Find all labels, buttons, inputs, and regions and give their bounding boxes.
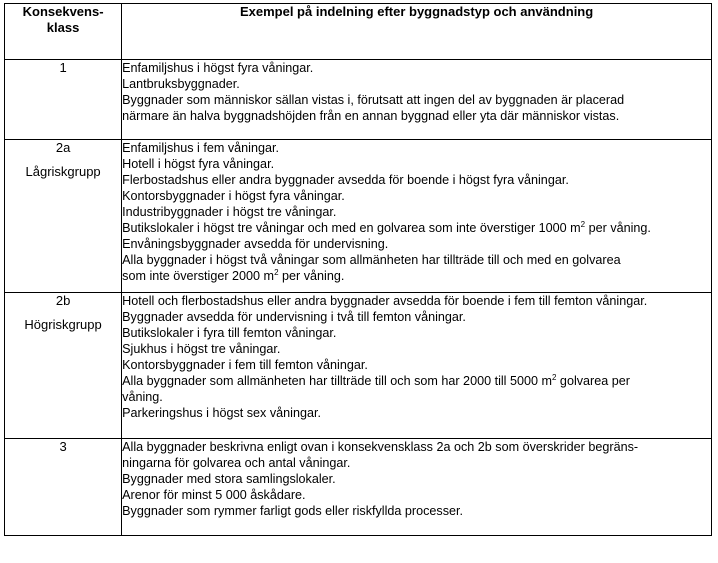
superscript: 2 [274,268,279,277]
example-line: Byggnader som människor sällan vistas i, förutsatt att ingen del av byggnaden är placerad [122,93,625,107]
example-line: Alla byggnader beskrivna enligt ovan i konsekvensklass 2a och 2b som överskrider begräns- [122,440,639,454]
examples-cell [122,293,712,439]
example-line: Enfamiljshus i fem våningar. [122,141,279,155]
risk-group-label: Lågriskgrupp [25,164,101,179]
examples-cell [122,60,712,140]
example-line: Industribyggnader i högst tre våningar. [122,205,337,219]
superscript: 2 [580,220,586,229]
class-cell [5,140,122,293]
table-row [5,439,712,536]
consequence-class-table [4,3,712,536]
superscript: 2 [551,373,557,382]
table-row [5,293,712,439]
examples-cell [122,140,712,293]
example-line: Alla byggnader i högst två våningar som allmänheten har tillträde till och med en golvarea [122,253,621,267]
class-cell [5,60,122,140]
example-line: Envåningsbyggnader avsedda för undervisning. [122,237,389,251]
example-line: Parkeringshus i högst sex våningar. [122,406,321,420]
example-line: Flerbostadshus eller andra byggnader avsedda för boende i högst fyra våningar. [122,173,569,187]
class-label: 3 [59,439,67,454]
example-line: Butikslokaler i högst tre våningar och med en golvarea som inte överstiger 1000 $m^2$ per våning. [122,220,651,235]
header-col1-line-1: Konsekvens- [22,4,104,19]
table-row [5,140,712,293]
example-line: Kontorsbyggnader i fem till femton våningar. [122,358,368,372]
class-label: 1 [59,60,67,75]
example-line: närmare än halva byggnadshöjden från en annan byggnad eller yta där människor vistas. [122,109,620,123]
table-header-row [5,4,712,60]
example-line: Butikslokaler i fyra till femton våningar. [122,326,337,340]
examples-cell [122,439,712,536]
class-cell [5,293,122,439]
table-row [5,60,712,140]
example-line: Byggnader med stora samlingslokaler. [122,472,336,486]
class-cell [5,439,122,536]
example-line: Enfamiljshus i högst fyra våningar. [122,61,314,75]
example-line: Byggnader som rymmer farligt gods eller riskfyllda processer. [122,504,464,518]
example-line: Sjukhus i högst tre våningar. [122,342,281,356]
example-line: som inte överstiger 2000 $m^2$ per våning. [122,268,345,283]
example-line: Kontorsbyggnader i högst fyra våningar. [122,189,345,203]
example-line: ningarna för golvarea och antal våningar. [122,456,351,470]
example-line: Arenor för minst 5 000 åskådare. [122,488,306,502]
class-label: 2a [55,140,71,155]
example-line: våning. [122,390,163,404]
example-line: Hotell i högst fyra våningar. [122,157,275,171]
risk-group-label: Högriskgrupp [24,317,102,332]
example-line: Byggnader avsedda för undervisning i två till femton våningar. [122,310,466,324]
header-consequence-class [5,4,122,60]
header-examples: Exempel på indelning efter byggnadstyp och användning [122,4,712,60]
header-col1-line-2: klass [46,20,80,35]
example-line: Lantbruksbyggnader. [122,77,240,91]
example-line: Alla byggnader som allmänheten har tillträde till och som har 2000 till 5000 $m^2$ golvarea per [122,373,630,388]
class-label: 2b [55,293,71,308]
example-line: Hotell och flerbostadshus eller andra byggnader avsedda för boende i fem till femton våningar. [122,294,648,308]
